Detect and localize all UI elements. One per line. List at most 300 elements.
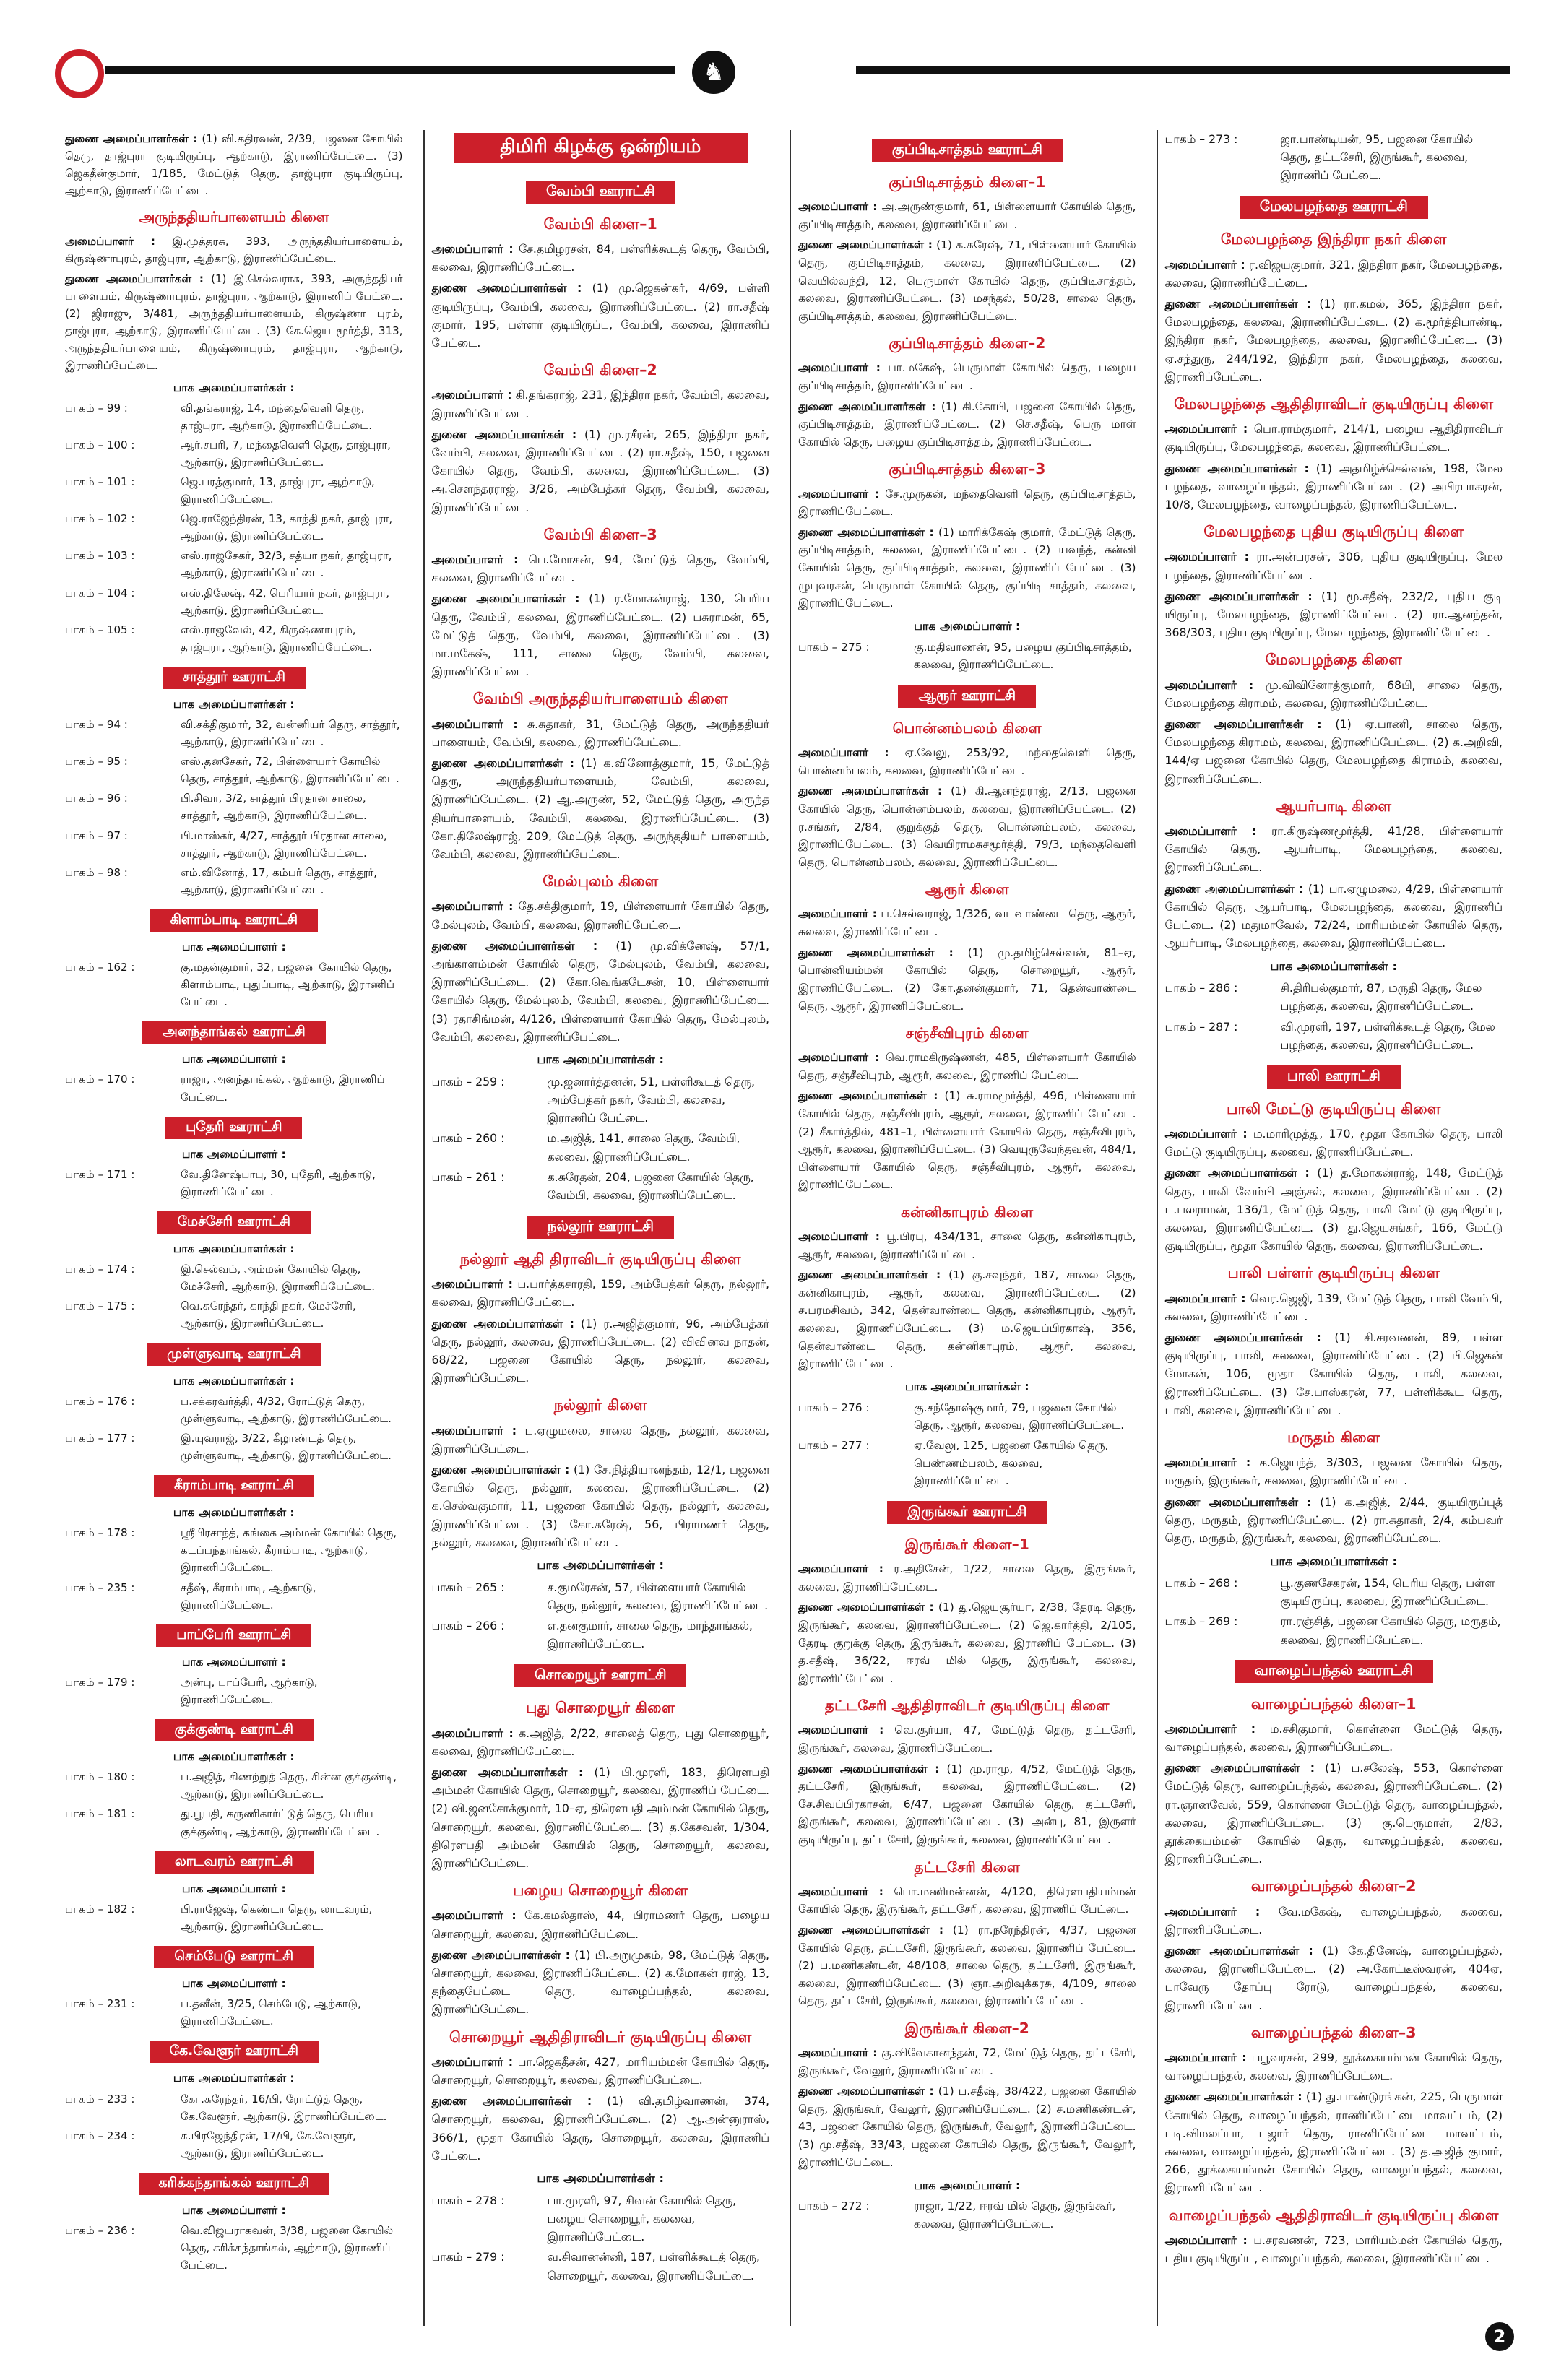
branch-heading: ஆயர்பாடி கிளை bbox=[1276, 797, 1392, 815]
booth-number: பாகம் – 182 : bbox=[65, 1902, 135, 1916]
booth-details: இ.செல்வம், அம்மன் கோயில் தெரு, மேச்சேரி, ஆற்காடு, இராணிப்பேட்டை. bbox=[181, 1263, 375, 1294]
role-label: அமைப்பாளர் : bbox=[431, 241, 514, 256]
branch-heading: நல்லூர் கிளை bbox=[553, 1396, 647, 1414]
booth-number: பாகம் – 94 : bbox=[65, 718, 128, 732]
officeholder-entry bbox=[432, 1421, 770, 1458]
booth-details: எஸ்.ராஜசேகர், 32/3, சத்யா நகர், தாஜ்புரா, ஆற்காடு, இராணிப்பேட்டை. bbox=[181, 549, 392, 580]
role-label: அமைப்பாளர் : bbox=[798, 200, 878, 214]
header-rule-right bbox=[856, 66, 1510, 74]
booth-entry bbox=[65, 1674, 403, 1708]
panchayat-heading: செம்பேடு ஊராட்சி bbox=[154, 1946, 314, 1968]
officeholder-details: (1) து.பாண்டுரங்கன், 225, பெருமாள் கோயில் தெரு, வாழைப்பந்தல், ராணிப்பேட்டை மாவட்டம், (2) படி.விமலப்பா, பஜார் தெரு, ராணிப்பேட்டை மாவட்டம், கலவை, வாழைப்பந்தல், இராணிப்பேட்டை. (3) த.அஜித் குமார், 266, தூக்கையம்மன் கோயில் தெரு, வாழைப்பந்தல், கலவை, இராணிப்பேட்டை. bbox=[1164, 2090, 1503, 2195]
role-label: துணை அமைப்பாளர்கள் : bbox=[431, 427, 577, 441]
role-label: துணை அமைப்பாளர்கள் : bbox=[798, 238, 933, 252]
booth-entry bbox=[432, 2248, 770, 2284]
officeholder-entry bbox=[798, 359, 1136, 394]
officeholder-entry bbox=[798, 1228, 1136, 1263]
role-label: துணை அமைப்பாளர்கள் : bbox=[798, 1601, 934, 1614]
officeholder-entry bbox=[1165, 587, 1503, 642]
role-label: துணை அமைப்பாளர்கள் : bbox=[798, 784, 943, 798]
section-subheading: பாக அமைப்பாளர்கள் : bbox=[537, 1558, 664, 1572]
role-label: அமைப்பாளர் : bbox=[431, 1726, 514, 1740]
officeholder-entry bbox=[1165, 256, 1503, 292]
booth-entry bbox=[1165, 979, 1503, 1015]
booth-details: எம்.வினோத், 17, கம்பர் தெரு, சாத்தூர், ஆற்காடு, இராணிப்பேட்டை. bbox=[181, 865, 378, 896]
role-label: துணை அமைப்பாளர்கள் : bbox=[798, 2085, 934, 2098]
booth-entry bbox=[65, 547, 403, 581]
role-label: அமைப்பாளர் : bbox=[798, 2046, 878, 2059]
booth-details: வெ.சுரேந்தர், காந்தி நகர், மேச்சேரி, ஆற்காடு, இராணிப்பேட்டை. bbox=[181, 1299, 356, 1330]
officeholder-details: (1) சு.ராமமூர்த்தி, 496, பிள்ளையார் கோயில் தெரு, சஞ்சீவிபுரம், ஆரூர், கலவை, இராணிப் பேட்டை. (2) சீகார்த்தில், 481–1, பிள்ளையார் கோயில் தெரு, சஞ்சீவிபுரம், ஆரூர், கலவை, இராணிப்பேட்டை. (3) வெயுருவேந்தவன், 484/1, பிள்ளையார் கோயில் தெரு, சஞ்சீவிபுரம், ஆரூர், கலவை, இராணிப்பேட்டை. bbox=[798, 1089, 1136, 1192]
officeholder-entry bbox=[1165, 1759, 1503, 1868]
section-subheading: பாக அமைப்பாளர் : bbox=[914, 2178, 1021, 2192]
union-title-banner: திமிரி கிழக்கு ஒன்றியம் bbox=[454, 133, 748, 163]
role-label: துணை அமைப்பாளர்கள் : bbox=[431, 2094, 592, 2108]
officeholder-entry bbox=[432, 1946, 770, 2019]
role-label: அமைப்பாளர் : bbox=[431, 2054, 514, 2069]
officeholder-entry bbox=[1165, 1942, 1503, 2015]
officeholder-details: (1) பா.ஏழுமலை, 4/29, பிள்ளையார் கோயில் தெரு, ஆயர்பாடி, மேலபழந்தை, கலவை, இராணிப் பேட்டை. (2) மதுமாவேல், 72/24, மாரியம்மன் கோயில் தெரு, ஆயர்பாடி, மேலபழந்தை, கலவை, இராணிப்பேட்டை. bbox=[1164, 881, 1503, 951]
officeholder-entry bbox=[1165, 1453, 1503, 1489]
officeholder-entry bbox=[798, 782, 1136, 871]
officeholder-details: ரா.கிருஷ்ணமூர்த்தி, 41/28, பிள்ளையார் கோயில் தெரு, ஆயர்பாடி, மேலபழந்தை, கலவை, இராணிப்பேட்டை. bbox=[1164, 824, 1503, 875]
booth-number: பாகம் – 175 : bbox=[65, 1299, 135, 1313]
officeholder-entry bbox=[1165, 420, 1503, 456]
booth-details: அன்பு, பாப்பேரி, ஆற்காடு, இராணிப்பேட்டை. bbox=[181, 1675, 318, 1706]
section-subheading: பாக அமைப்பாளர்கள் : bbox=[537, 1052, 664, 1067]
booth-number: பாகம் – 180 : bbox=[65, 1770, 135, 1784]
booth-number: பாகம் – 234 : bbox=[65, 2129, 135, 2142]
booth-number: பாகம் – 100 : bbox=[65, 438, 135, 451]
column-3 bbox=[790, 130, 1144, 2326]
booth-number: பாகம் – 97 : bbox=[65, 828, 128, 842]
officeholder-details: (1) கு.சவுந்தர், 187, சாலை தெரு, கன்னிகாபுரம், ஆரூர், கலவை, இராணிப்பேட்டை. (2) ச.பரமசிவம், 342, தென்வாண்டை தெரு, கன்னிகாபுரம், ஆரூர், கலவை, இராணிப்பேட்டை. (3) ம.ஜெயப்பிரகாஷ், 356, தென்வாண்டை தெரு, கன்னிகாபுரம், ஆரூர், கலவை, இராணிப்பேட்டை. bbox=[798, 1268, 1136, 1371]
booth-details: பூ.குணசேகரன், 154, பெரிய தெரு, பள்ள குடியிருப்பு, கலவை, இராணிப்பேட்டை. bbox=[1280, 1576, 1495, 1609]
booth-details: வி.முரளி, 197, பள்ளிக்கூடத் தெரு, மேல பழந்தை, கலவை, இராணிப்பேட்டை. bbox=[1280, 1019, 1495, 1052]
booth-details: சு.பிரஜேந்திரன், 17/பி, கே.வேளூர், ஆற்காடு, இராணிப்பேட்டை. bbox=[181, 2129, 356, 2160]
booth-details: து.பூபதி, கருணிகார்ட்டுத் தெரு, பெரிய குக்குண்டி, ஆற்காடு, இராணிப்பேட்டை. bbox=[181, 1807, 380, 1838]
booth-entry bbox=[798, 639, 1136, 674]
role-label: துணை அமைப்பாளர்கள் : bbox=[431, 938, 598, 953]
section-subheading: பாக அமைப்பாளர்கள் : bbox=[173, 1506, 295, 1520]
role-label: துணை அமைப்பாளர்கள் : bbox=[431, 592, 580, 606]
officeholder-entry bbox=[798, 236, 1136, 325]
officeholder-details: ப.செல்வராஜ், 1/326, வடவாண்டை தெரு, ஆரூர், கலவை, இராணிப்பேட்டை. bbox=[798, 907, 1136, 938]
page-header bbox=[0, 0, 1543, 130]
booth-entry bbox=[65, 1297, 403, 1332]
branch-heading: பழைய சொறையூர் கிளை bbox=[513, 1882, 688, 1900]
officeholder-details: (1) பி.முரளி, 183, திரௌபதி அம்மன் கோயில் தெரு, சொறையூர், கலவை, இராணிப் பேட்டை. (2) வி.ஜனசோக்குமார், 10–ஏ, திரௌபதி அம்மன் கோயில் தெரு, சொறையூர், கலவை, இராணிப்பேட்டை. (3) த.கேசவன், 1/304, திரௌபதி அம்மன் கோயில் தெரு, சொறையூர், கலவை, இராணிப்பேட்டை. bbox=[431, 1765, 769, 1871]
booth-entry bbox=[65, 1805, 403, 1840]
booth-details: வ.சிவானன்னி, 187, பள்ளிக்கூடத் தெரு, சொறையூர், கலவை, இராணிப்பேட்டை. bbox=[547, 2250, 760, 2282]
booth-entry bbox=[1165, 130, 1503, 185]
branch-heading: ஆரூர் கிளை bbox=[925, 880, 1009, 899]
booth-number: பாகம் – 102 : bbox=[65, 512, 135, 526]
page-corner-circle bbox=[55, 49, 104, 98]
booth-entry bbox=[65, 1579, 403, 1614]
officeholder-entry bbox=[65, 130, 403, 199]
section-subheading: பாக அமைப்பாளர் : bbox=[181, 1052, 286, 1066]
branch-heading: புது சொறையூர் கிளை bbox=[526, 1699, 675, 1717]
officeholder-details: வெ.சூர்யா, 47, மேட்டுத் தெரு, தட்டசேரி, இருங்கூர், கலவை, இராணிப்பேட்டை. bbox=[798, 1723, 1136, 1754]
booth-number: பாகம் – 96 : bbox=[65, 792, 128, 805]
officeholder-entry bbox=[798, 1049, 1136, 1084]
booth-entry bbox=[65, 1900, 403, 1935]
role-label: அமைப்பாளர் : bbox=[798, 361, 881, 375]
panchayat-heading: சொறையூர் ஊராட்சி bbox=[514, 1664, 686, 1687]
section-subheading: பாக அமைப்பாளர்கள் : bbox=[1270, 959, 1397, 973]
role-label: அமைப்பாளர் : bbox=[1164, 1904, 1261, 1918]
role-label: துணை அமைப்பாளர்கள் : bbox=[431, 1947, 571, 1962]
role-label: துணை அமைப்பாளர்கள் : bbox=[1164, 717, 1322, 731]
officeholder-details: (1) கி.கோபி, பஜனை கோயில் தெரு, குப்பிடிசாத்தம், இராணிப்பேட்டை. (2) செ.சதீஷ், பெரு மாள் கோயில் தெரு, பழைய குப்பிடிசாத்தம், இராணிப்பேட்டை. bbox=[798, 399, 1136, 449]
booth-details: ம.அஜித், 141, சாலை தெரு, வேம்பி, கலவை, இராணிப்பேட்டை. bbox=[547, 1131, 740, 1164]
booth-entry bbox=[65, 436, 403, 471]
officeholder-details: தே.சக்திகுமார், 19, பிள்ளையார் கோயில் தெரு, மேல்புலம், வேம்பி, கலவை, இராணிப்பேட்டை. bbox=[431, 899, 769, 932]
role-label: துணை அமைப்பாளர்கள் : bbox=[1164, 1494, 1312, 1509]
officeholder-details: ம.மாரிமுத்து, 170, மூதா கோயில் தெரு, பாலி மேட்டு குடியிருப்பு, கலவை, இராணிப்பேட்டை. bbox=[1164, 1126, 1503, 1159]
officeholder-entry bbox=[1165, 2087, 1503, 2197]
page-number: 2 bbox=[1485, 2322, 1514, 2351]
booth-entry bbox=[65, 1768, 403, 1803]
officeholder-details: (1) ப.சதீஷ், 38/422, பஜனை கோயில் தெரு, இருங்கூர், வேலூர், இராணிப்பேட்டை. (2) ச.மணிகண்டன், 43, பஜனை கோயில் தெரு, இருங்கூர், வேலூர், இராணிப்பேட்டை. (3) மு.சதீஷ், 33/43, பஜனை கோயில் தெரு, இருங்கூர், வேலூர், இராணிப்பேட்டை. bbox=[798, 2085, 1136, 2169]
role-label: அமைப்பாளர் : bbox=[431, 1908, 517, 1923]
officeholder-details: (1) மூ.சதீஷ், 232/2, புதிய குடி யிருப்பு, மேலபழந்தை, இராணிப்பேட்டை. (2) ரா.ஆனந்தன், 368/303, புதிய குடியிருப்பு, மேலபழந்தை, இராணிப்பேட்டை. bbox=[1164, 589, 1503, 640]
branch-heading: இருங்கூர் கிளை–2 bbox=[904, 2019, 1029, 2037]
section-subheading: பாக அமைப்பாளர்கள் : bbox=[904, 1380, 1029, 1394]
branch-heading: மருதம் கிளை bbox=[1287, 1429, 1380, 1447]
booth-entry bbox=[65, 2222, 403, 2274]
role-label: அமைப்பாளர் : bbox=[1164, 1126, 1248, 1141]
officeholder-entry bbox=[798, 1087, 1136, 1194]
booth-number: பாகம் – 287 : bbox=[1164, 1019, 1238, 1034]
officeholder-details: சே.தமிழரசன், 84, பள்ளிக்கூடத் தெரு, வேம்பி, கலவை, இராணிப்பேட்டை. bbox=[431, 241, 769, 274]
booth-entry bbox=[65, 1070, 403, 1105]
officeholder-entry bbox=[432, 279, 770, 352]
booth-number: பாகம் – 178 : bbox=[65, 1526, 135, 1540]
officeholder-entry bbox=[1165, 1720, 1503, 1756]
booth-entry bbox=[65, 864, 403, 899]
branch-heading: குப்பிடிசாத்தம் கிளை–3 bbox=[889, 460, 1046, 478]
booth-number: பாகம் – 265 : bbox=[431, 1580, 505, 1594]
officeholder-details: (1) ர.அஜித்குமார், 96, அம்பேத்கர் தெரு, நல்லூர், கலவை, இராணிப்பேட்டை. (2) விவினவ நாதன், 68/22, பஜனை கோயில் தெரு, நல்லூர், கலவை, இராணிப்பேட்டை. bbox=[431, 1316, 769, 1385]
officeholder-entry bbox=[432, 2092, 770, 2165]
role-label: துணை அமைப்பாளர்கள் : bbox=[798, 399, 936, 413]
officeholder-entry bbox=[432, 1315, 770, 1388]
booth-entry bbox=[432, 1617, 770, 1653]
role-label: துணை அமைப்பாளர்கள் : bbox=[1164, 1761, 1315, 1775]
role-label: அமைப்பாளர் : bbox=[431, 1423, 517, 1437]
officeholder-entry bbox=[432, 1763, 770, 1872]
role-label: அமைப்பாளர் : bbox=[1164, 2233, 1248, 2247]
panchayat-heading: வாழைப்பந்தல் ஊராட்சி bbox=[1235, 1660, 1433, 1683]
role-label: துணை அமைப்பாளர்கள் : bbox=[1164, 1166, 1310, 1180]
officeholder-details: (1) ஏ.பாணி, சாலை தெரு, மேலபழந்தை கிராமம், கலவை, இராணிப்பேட்டை. (2) க.அறிவி, 144/ஏ பஜனை கோயில் தெரு, மேலபழந்தை கிராமம், கலவை, இராணிப்பேட்டை. bbox=[1164, 717, 1503, 786]
officeholder-details: ப.பார்த்தசாரதி, 159, அம்பேத்கர் தெரு, நல்லூர், கலவை, இராணிப்பேட்டை. bbox=[431, 1277, 769, 1310]
branch-heading: குப்பிடிசாத்தம் கிளை–2 bbox=[889, 334, 1046, 352]
officeholder-entry bbox=[798, 485, 1136, 521]
booth-number: பாகம் – 259 : bbox=[431, 1074, 505, 1089]
panchayat-heading: கிளாம்பாடி ஊராட்சி bbox=[150, 909, 318, 932]
officeholder-entry bbox=[432, 1461, 770, 1552]
booth-number: பாகம் – 266 : bbox=[431, 1619, 505, 1633]
column-1 bbox=[58, 130, 410, 2326]
role-label: துணை அமைப்பாளர்கள் : bbox=[1164, 1330, 1321, 1344]
panchayat-heading: ஆரூர் ஊராட்சி bbox=[898, 685, 1036, 708]
officeholder-details: பொ.மணிமன்னன், 4/120, திரௌபதியம்மன் கோயில் தெரு, இருங்கூர், தட்டசேரி, கலவை, இராணிப் பேட்டை. bbox=[798, 1884, 1136, 1916]
officeholder-entry bbox=[432, 240, 770, 276]
officeholder-details: மு.விவினோத்குமார், 68பி, சாலை தெரு, மேலபழந்தை கிராமம், கலவை, இராணிப்பேட்டை. bbox=[1164, 678, 1503, 710]
role-label: துணை அமைப்பாளர்கள் : bbox=[798, 1762, 940, 1775]
officeholder-details: (1) சே.நித்தியானந்தம், 12/1, பஜனை கோயில் தெரு, நல்லூர், கலவை, இராணிப்பேட்டை. (2) க.செல்வகுமார், 11, பஜனை கோயில் தெரு, நல்லூர், கலவை, இராணிப்பேட்டை. (3) கோ.சுரேஷ், 56, பிராமணர் தெரு, நல்லூர், கலவை, இராணிப்பேட்டை. bbox=[431, 1463, 769, 1549]
booth-details: வே.தினேஷ்பாபு, 30, புதேரி, ஆற்காடு, இராணிப்பேட்டை. bbox=[181, 1167, 376, 1198]
section-subheading: பாக அமைப்பாளர் : bbox=[181, 1882, 286, 1895]
panchayat-heading: மேலபழந்தை ஊராட்சி bbox=[1240, 196, 1428, 219]
officeholder-entry bbox=[1165, 459, 1503, 514]
booth-details: ஜெ.பரத்குமார், 13, தாஜ்புரா, ஆற்காடு, இராணிப்பேட்டை. bbox=[181, 475, 375, 506]
section-subheading: பாக அமைப்பாளர் : bbox=[181, 940, 286, 953]
officeholder-entry bbox=[65, 233, 403, 267]
officeholder-details: கி.தங்கராஜ், 231, இந்திரா நகர், வேம்பி, கலவை, இராணிப்பேட்டை. bbox=[431, 388, 769, 420]
officeholder-entry bbox=[798, 524, 1136, 613]
role-label: துணை அமைப்பாளர்கள் : bbox=[1164, 1944, 1313, 1957]
panchayat-heading: குக்குண்டி ஊராட்சி bbox=[155, 1719, 314, 1741]
booth-number: பாகம் – 170 : bbox=[65, 1073, 135, 1086]
booth-details: எஸ்.திலேஷ், 42, பெரியார் நகர், தாஜ்புரா, ஆற்காடு, இராணிப்பேட்டை. bbox=[181, 586, 389, 617]
booth-number: பாகம் – 268 : bbox=[1164, 1576, 1238, 1590]
section-subheading: பாக அமைப்பாளர் : bbox=[181, 1147, 286, 1161]
booth-entry bbox=[65, 753, 403, 787]
booth-entry bbox=[65, 959, 403, 1011]
officeholder-entry bbox=[1165, 715, 1503, 788]
officeholder-entry bbox=[1165, 295, 1503, 386]
booth-number: பாகம் – 235 : bbox=[65, 1580, 135, 1594]
officeholder-details: பூ.பிரபு, 434/131, சாலை தெரு, கன்னிகாபுரம், ஆரூர், கலவை, இராணிப்பேட்டை. bbox=[798, 1229, 1136, 1261]
officeholder-entry bbox=[798, 1921, 1136, 2010]
role-label: அமைப்பாளர் : bbox=[431, 717, 518, 731]
officeholder-details: சே.முருகன், மந்தைவெளி தெரு, குப்பிடிசாத்தம், இராணிப்பேட்டை. bbox=[798, 487, 1136, 519]
officeholder-details: (1) ப.சலேஷ், 553, கொள்ளை மேட்டுத் தெரு, வாழைப்பந்தல், கலவை, இராணிப்பேட்டை. (2) ரா.ஞானவேல், 559, கொள்ளை மேட்டுத் தெரு, வாழைப்பந்தல், கலவை, இராணிப்பேட்டை. (3) கு.பெருமாள், 2/83, தூக்கையம்மன் கோயில் தெரு, வாழைப்பந்தல், கலவை, இராணிப்பேட்டை. bbox=[1164, 1761, 1503, 1866]
officeholder-entry bbox=[1165, 1328, 1503, 1419]
officeholder-details: பா.ஜெகதீசன், 427, மாரியம்மன் கோயில் தெரு, சொறையூர், சொறையூர், கலவை, இராணிப்பேட்டை. bbox=[431, 2054, 769, 2087]
panchayat-heading: கே.வேளூர் ஊராட்சி bbox=[150, 2041, 319, 2063]
role-label: அமைப்பாளர் : bbox=[798, 487, 879, 501]
role-label: அமைப்பாளர் : bbox=[431, 1277, 513, 1291]
booth-entry bbox=[798, 1399, 1136, 1435]
branch-heading: நல்லூர் ஆதி திராவிடர் குடியிருப்பு கிளை bbox=[459, 1250, 741, 1268]
booth-number: பாகம் – 99 : bbox=[65, 401, 128, 415]
officeholder-details: அ.அருண்குமார், 61, பிள்ளையார் கோயில் தெரு, குப்பிடிசாத்தம், கலவை, இராணிப்பேட்டை. bbox=[798, 200, 1136, 231]
panchayat-heading: மேச்சேரி ஊராட்சி bbox=[157, 1211, 311, 1234]
booth-number: பாகம் – 236 : bbox=[65, 2224, 135, 2238]
panchayat-heading: குப்பிடிசாத்தம் ஊராட்சி bbox=[872, 139, 1063, 162]
branch-heading: அருந்ததியர்பாளையம் கிளை bbox=[139, 208, 329, 225]
officeholder-details: இ.முத்தரசு, 393, அருந்ததியர்பாளையம், கிருஷ்ணாபுரம், தாஜ்புரா, ஆற்காடு, இராணிப்பேட்டை. bbox=[65, 234, 403, 265]
booth-details: எஸ்.தனசேகர், 72, பிள்ளையார் கோயில் தெரு, சாத்தூர், ஆற்காடு, இராணிப்பேட்டை. bbox=[181, 755, 399, 786]
booth-details: ஏ.வேலு, 125, பஜனை கோயில் தெரு, பெண்ணம்பலம், கலவை, இராணிப்பேட்டை. bbox=[914, 1438, 1109, 1488]
officeholder-details: (1) மு.தமிழ்செல்வன், 81–ஏ, பொன்னியம்மன் கோயில் தெரு, சொறையூர், ஆரூர், இராணிப்பேட்டை. (2) கோ.தனன்குமார், 71, தென்வாண்டை தெரு, ஆரூர், இராணிப்பேட்டை. bbox=[798, 945, 1136, 1013]
booth-details: ச.குமரேசன், 57, பிள்ளையார் கோயில் தெரு, நல்லூர், கலவை, இராணிப்பேட்டை. bbox=[547, 1580, 769, 1613]
section-subheading: பாக அமைப்பாளர்கள் : bbox=[173, 1374, 295, 1388]
officeholder-details: ர.அதிசேன், 1/22, சாலை தெரு, இருங்கூர், கலவை, இராணிப்பேட்டை. bbox=[798, 1562, 1136, 1593]
booth-entry bbox=[65, 1995, 403, 2030]
booth-number: பாகம் – 101 : bbox=[65, 475, 135, 489]
branch-heading: சொறையூர் ஆதிதிராவிடர் குடியிருப்பு கிளை bbox=[449, 2028, 752, 2046]
branch-heading: தட்டசேரி ஆதிதிராவிடர் குடியிருப்பு கிளை bbox=[824, 1697, 1110, 1715]
booth-entry bbox=[65, 399, 403, 434]
officeholder-details: (1) மு.விக்னேஷ், 57/1, அங்காளம்மன் கோயில் தெரு, மேல்புலம், வேம்பி, கலவை, இராணிப்பேட்டை. (2) கோ.வெங்கடேசன், 10, பிள்ளையார் கோயில் தெரு, மேல்புலம், வேம்பி, கலவை, இராணிப்பேட்டை. (3) ரதாசிங்மன், 4/126, பிள்ளையார் கோயில் தெரு, மேல்புலம், வேம்பி, கலவை, இராணிப்பேட்டை. bbox=[431, 938, 769, 1044]
role-label: துணை அமைப்பாளர்கள் : bbox=[1164, 881, 1304, 896]
role-label: துணை அமைப்பாளர்கள் : bbox=[798, 1089, 938, 1103]
booth-entry bbox=[432, 2191, 770, 2246]
booth-entry bbox=[1165, 1612, 1503, 1648]
booth-entry bbox=[65, 1393, 403, 1427]
booth-entry bbox=[65, 1429, 403, 1464]
booth-number: பாகம் – 260 : bbox=[431, 1131, 505, 1146]
booth-details: ஆர்.சபரி, 7, மந்தைவெளி தெரு, தாஜ்புரா, ஆற்காடு, இராணிப்பேட்டை. bbox=[181, 438, 391, 469]
role-label: அமைப்பாளர் : bbox=[1164, 1721, 1256, 1736]
branch-heading: தட்டசேரி கிளை bbox=[914, 1858, 1021, 1876]
officeholder-details: பொ.ராம்குமார், 214/1, பழைய ஆதிதிராவிடர் குடியிருப்பு, மேலபழந்தை, கலவை, இராணிப்பேட்டை. bbox=[1164, 422, 1503, 454]
booth-entry bbox=[1165, 1574, 1503, 1610]
booth-details: சதீஷ், கீராம்பாடி, ஆற்காடு, இராணிப்பேட்டை. bbox=[181, 1580, 316, 1611]
officeholder-entry bbox=[1165, 1289, 1503, 1325]
section-subheading: பாக அமைப்பாளர் : bbox=[181, 1655, 286, 1669]
branch-heading: கன்னிகாபுரம் கிளை bbox=[901, 1203, 1034, 1221]
officeholder-details: (1) ர.மோகன்ராஜ், 130, பெரிய தெரு, வேம்பி, கலவை, இராணிப்பேட்டை. (2) பசுராமன், 65, மேட்டுத் தெரு, வேம்பி, கலவை, இராணிப்பேட்டை. (3) மா.மகேஷ், 111, சாலை தெரு, வேம்பி, கலவை, இராணிப்பேட்டை. bbox=[431, 592, 769, 679]
role-label: துணை அமைப்பாளர்கள் : bbox=[1164, 2090, 1302, 2104]
booth-details: பி.மாஸ்கர், 4/27, சாத்தூர் பிரதான சாலை, சாத்தூர், ஆற்காடு, இராணிப்பேட்டை. bbox=[181, 828, 387, 860]
officeholder-entry bbox=[798, 1760, 1136, 1849]
section-subheading: பாக அமைப்பாளர்கள் : bbox=[173, 1242, 295, 1256]
officeholder-entry bbox=[798, 1598, 1136, 1687]
booth-details: வி.சக்திகுமார், 32, வன்னியர் தெரு, சாத்தூர், ஆற்காடு, இராணிப்பேட்டை. bbox=[181, 718, 400, 749]
officeholder-entry bbox=[65, 270, 403, 374]
officeholder-details: (1) த.மோகன்ராஜ், 148, மேட்டுத் தெரு, பாலி வேம்பி அஞ்சல், கலவை, இராணிப்பேட்டை. (2) பு.பலராமன், 136/1, மேட்டுத் தெரு, பாலி மேட்டு குடியிருப்பு, கலவை, இராணிப்பேட்டை. (3) து.ஜெயசங்கர், 166, மேட்டு குடியிருப்பு, மூதா கோயில் தெரு, கலவை, இராணிப்பேட்டை. bbox=[1164, 1166, 1503, 1253]
booth-entry bbox=[65, 2090, 403, 2125]
officeholder-entry bbox=[1165, 822, 1503, 877]
booth-number: பாகம் – 286 : bbox=[1164, 981, 1238, 995]
booth-entry bbox=[798, 1437, 1136, 1490]
panchayat-heading: லாடவரம் ஊராட்சி bbox=[155, 1851, 314, 1874]
booth-details: வி.தங்கராஜ், 14, மந்தைவெளி தெரு, தாஜ்புரா, ஆற்காடு, இராணிப்பேட்டை. bbox=[181, 401, 373, 432]
officeholder-details: வெர.ஜெஜி, 139, மேட்டுத் தெரு, பாலி வேம்பி, கலவை, இராணிப்பேட்டை. bbox=[1164, 1291, 1503, 1323]
officeholder-details: (1) மு.ரசீரன், 265, இந்திரா நகர், வேம்பி, கலவை, இராணிப்பேட்டை. (2) ரா.சதீஷ், 150, பஜனை கோயில் தெரு, வேம்பி, கலவை, இராணிப்பேட்டை. (3) அ.சௌந்தரராஜ், 3/26, அம்பேத்கர் தெரு, வேம்பி, கலவை, இராணிப்பேட்டை. bbox=[431, 427, 769, 514]
panchayat-heading: கரிக்கந்தாங்கல் ஊராட்சி bbox=[139, 2173, 329, 2195]
officeholder-entry bbox=[798, 1721, 1136, 1757]
officeholder-entry bbox=[432, 897, 770, 933]
officeholder-entry bbox=[432, 589, 770, 680]
officeholder-details: ஏ.வேலு, 253/92, மந்தைவெளி தெரு, பொன்னம்பலம், கலவை, இராணிப்பேட்டை. bbox=[798, 745, 1136, 777]
officeholder-details: ம.சசிகுமார், கொள்ளை மேட்டுத் தெரு, வாழைப்பந்தல், கலவை, இராணிப்பேட்டை. bbox=[1164, 1721, 1503, 1754]
officeholder-details: பெ.மோகன், 94, மேட்டுத் தெரு, வேம்பி, கலவை, இராணிப்பேட்டை. bbox=[431, 552, 769, 585]
booth-details: ப.சக்கரவர்த்தி, 4/32, ரோட்டுத் தெரு, முள்ளுவாடி, ஆற்காடு, இராணிப்பேட்டை. bbox=[181, 1394, 392, 1425]
booth-entry bbox=[65, 473, 403, 508]
officeholder-details: (1) து.ஜெயசூர்யா, 2/38, தேரடி தெரு, இருங்கூர், கலவை, இராணிப்பேட்டை. (2) ஜெ.கார்த்தி, 2/105, தேரடி குறுக்கு தெரு, இருங்கூர், கலவை, இராணிப் பேட்டை. (3) த.சதீஷ், 36/22, ஈரவ் மில் தெரு, இருங்கூர், கலவை, இராணிப்பேட்டை. bbox=[798, 1601, 1136, 1685]
officeholder-details: கு.விவேகானந்தன், 72, மேட்டுத் தெரு, தட்டசேரி, இருங்கூர், வேலூர், இராணிப்பேட்டை. bbox=[798, 2046, 1136, 2077]
booth-details: க.சுரேதன், 204, பஜனை கோயில் தெரு, வேம்பி, கலவை, இராணிப்பேட்டை. bbox=[547, 1169, 754, 1203]
branch-heading: வேம்பி அருந்ததியர்பாளையம் கிளை bbox=[472, 690, 728, 708]
officeholder-entry bbox=[798, 944, 1136, 1016]
booth-number: பாகம் – 272 : bbox=[798, 2199, 870, 2212]
panchayat-heading: புதேரி ஊராட்சி bbox=[165, 1117, 302, 1139]
booth-number: பாகம் – 273 : bbox=[1164, 132, 1238, 146]
officeholder-entry bbox=[798, 744, 1136, 779]
booth-number: பாகம் – 162 : bbox=[65, 961, 135, 974]
booth-details: ராஜா, அனந்தாங்கல், ஆற்காடு, இராணிப் பேட்டை. bbox=[181, 1073, 385, 1104]
role-label: துணை அமைப்பாளர்கள் : bbox=[431, 1765, 584, 1779]
booth-number: பாகம் – 275 : bbox=[798, 640, 870, 654]
booth-number: பாகம் – 277 : bbox=[798, 1438, 870, 1452]
booth-details: எ.தனகுமார், சாலை தெரு, மாந்தாங்கல், இராணிப்பேட்டை. bbox=[547, 1619, 753, 1651]
booth-number: பாகம் – 103 : bbox=[65, 549, 135, 563]
role-label: துணை அமைப்பாளர்கள் : bbox=[798, 1268, 941, 1282]
role-label: துணை அமைப்பாளர்கள் : bbox=[1164, 296, 1311, 311]
officeholder-entry bbox=[432, 754, 770, 863]
panchayat-heading: கீராம்பாடி ஊராட்சி bbox=[154, 1475, 314, 1497]
booth-details: ஜெ.ராஜேந்திரன், 13, காந்தி நகர், தாஜ்புரா, ஆற்காடு, இராணிப்பேட்டை. bbox=[181, 512, 393, 543]
section-subheading: பாக அமைப்பாளர்கள் : bbox=[537, 2171, 664, 2186]
booth-entry bbox=[65, 789, 403, 824]
booth-details: ரா.ரஞ்சித், பஜனை கோயில் தெரு, மருதம், கலவை, இராணிப்பேட்டை. bbox=[1280, 1614, 1501, 1647]
booth-details: சி.திரிபல்குமார், 87, மருதி தெரு, மேல பழந்தை, கலவை, இராணிப்பேட்டை. bbox=[1280, 981, 1482, 1013]
officeholder-details: (1) வி.தமிழ்வாணன், 374, சொறையூர், கலவை, இராணிப்பேட்டை. (2) ஆ.அன்னுராஸ், 366/1, மூதா கோயில் தெரு, சொறையூர், கலவை, இராணிப் பேட்டை. bbox=[431, 2094, 769, 2163]
officeholder-details: (1) மு.ஜெகன்கர், 4/69, பள்ளி குடியிருப்பு, வேம்பி, கலவை, இராணிப்பேட்டை. (2) ரா.சதீஷ் குமார், 195, பள்ளர் குடியிருப்பு, வேம்பி, கலவை, இராணிப் பேட்டை. bbox=[431, 281, 769, 350]
booth-details: மு.ஜனார்த்தனன், 51, பள்ளிகூடத் தெரு, அம்பேத்கர் நகர், வேம்பி, கலவை, இராணிப் பேட்டை. bbox=[547, 1074, 756, 1125]
column-4 bbox=[1157, 130, 1510, 2326]
booth-number: பாகம் – 276 : bbox=[798, 1401, 870, 1414]
booth-number: பாகம் – 174 : bbox=[65, 1263, 135, 1276]
booth-number: பாகம் – 105 : bbox=[65, 623, 135, 636]
officeholder-details: பா.மகேஷ், பெருமாள் கோயில் தெரு, பழைய குப்பிடிசாத்தம், இராணிப்பேட்டை. bbox=[798, 361, 1136, 393]
branch-heading: வாழைப்பந்தல் கிளை–2 bbox=[1250, 1877, 1417, 1895]
booth-entry bbox=[798, 2197, 1136, 2233]
officeholder-entry bbox=[432, 550, 770, 587]
panchayat-heading: பாப்பேரி ஊராட்சி bbox=[156, 1624, 311, 1647]
booth-entry bbox=[432, 1578, 770, 1614]
officeholder-details: (1) மு.ராமு, 4/52, மேட்டுத் தெரு, தட்டசேரி, இருங்கூர், கலவை, இராணிப்பேட்டை. (2) சே.சிவப்பிரகாசன், 6/47, பஜனை கோயில் தெரு, தட்டசேரி, இருங்கூர், கலவை, இராணிப்பேட்டை. (3) அன்பு, 81, இருளர் குடியிருப்பு, தட்டசேரி, இருங்கூர், கலவை, இராணிப்பேட்டை. bbox=[798, 1762, 1136, 1847]
branch-heading: மேல்புலம் கிளை bbox=[543, 873, 659, 891]
section-subheading: பாக அமைப்பாளர்கள் : bbox=[1270, 1554, 1397, 1568]
officeholder-details: வெ.ராமகிருஷ்ணன், 485, பிள்ளையார் கோயில் தெரு, சஞ்சீவிபுரம், ஆரூர், கலவை, இராணிப் பேட்டை. bbox=[798, 1050, 1136, 1082]
booth-details: ஜா.பாண்டியன், 95, பஜனை கோயில் தெரு, தட்டசேரி, இருங்கூர், கலவை, இராணிப் பேட்டை. bbox=[1280, 132, 1474, 183]
officeholder-details: (1) இ.செல்வராசு, 393, அருந்ததியர் பாளையம், கிருஷ்ணாபுரம், தாஜ்புரா, ஆற்காடு, இராணிப் பேட்டை. (2) ஜிராஜு, 3/481, அருந்ததியர்பாளையம், கிருஷ்ணா புரம், தாஜ்புரா, ஆற்காடு, இராணிப்பேட்டை. (3) கே.ஜெய மூர்த்தி, 313, அருந்ததியர்பாளையம், கிருஷ்ணாபுரம், தாஜ்புரா, ஆற்காடு, இராணிப்பேட்டை. bbox=[65, 272, 403, 373]
role-label: துணை அமைப்பாளர்கள் : bbox=[65, 132, 198, 145]
officeholder-entry bbox=[1165, 880, 1503, 953]
officeholder-entry bbox=[1165, 1164, 1503, 1255]
branch-heading: வாழைப்பந்தல் ஆதிதிராவிடர் குடியிருப்பு கிளை bbox=[1168, 2206, 1499, 2224]
officeholder-details: சு.சுதாகர், 31, மேட்டுத் தெரு, அருந்ததியர் பாளையம், வேம்பி, கலவை, இராணிப்பேட்டை. bbox=[431, 717, 769, 749]
booth-details: கு.மதன்குமார், 32, பஜனை கோயில் தெரு, கிளாம்பாடி, புதுப்பாடி, ஆற்காடு, இராணிப் பேட்டை. bbox=[181, 961, 395, 1009]
officeholder-details: (1) கி.ஆனந்தராஜ், 2/13, பஜனை கோயில் தெரு, பொன்னம்பலம், கலவை, இராணிப்பேட்டை. (2) ர.சங்கர், 2/84, குறுக்குத் தெரு, பொன்னம்பலம், கலவை, இராணிப்பேட்டை. (3) வெயிராமசுசமூர்த்தி, 79/3, மந்தைவெளி தெரு, பொன்னம்பலம், கலவை, இராணிப்பேட்டை. bbox=[798, 784, 1136, 869]
booth-entry bbox=[432, 1073, 770, 1128]
officeholder-details: (1) க.சுரேஷ், 71, பிள்ளையார் கோயில் தெரு, குப்பிடிசாத்தம், கலவை, இராணிப்பேட்டை. (2) வெயில்வந்தி, 12, பெருமாள் கோயில் தெரு, குப்பிடிசாத்தம், கலவை, இராணிப்பேட்டை. (3) மசந்தல், 50/28, சாலை தெரு, குப்பிடிசாத்தம், கலவை, இராணிப்பேட்டை. bbox=[798, 238, 1136, 324]
branch-heading: மேலபழந்தை ஆதிதிராவிடர் குடியிருப்பு கிளை bbox=[1174, 395, 1494, 412]
panchayat-heading: வேம்பி ஊராட்சி bbox=[526, 181, 675, 204]
booth-number: பாகம் – 95 : bbox=[65, 755, 128, 769]
booth-details: இ.யுவராஜ், 3/22, கீழாண்டத் தெரு, முள்ளுவாடி, ஆற்காடு, இராணிப்பேட்டை. bbox=[181, 1431, 392, 1462]
role-label: அமைப்பாளர் : bbox=[1164, 422, 1248, 436]
booth-entry bbox=[65, 2127, 403, 2162]
role-label: அமைப்பாளர் : bbox=[431, 899, 514, 914]
officeholder-entry bbox=[798, 2044, 1136, 2080]
panchayat-heading: சாத்தூர் ஊராட்சி bbox=[163, 667, 306, 689]
officeholder-entry bbox=[798, 1560, 1136, 1596]
panchayat-heading: நல்லூர் ஊராட்சி bbox=[527, 1216, 674, 1239]
booth-details: ப.தனீன், 3/25, செம்பேடு, ஆற்காடு, இராணிப்பேட்டை. bbox=[181, 1997, 361, 2028]
panchayat-heading: முள்ளுவாடி ஊராட்சி bbox=[147, 1343, 321, 1366]
officeholder-entry bbox=[1165, 1125, 1503, 1161]
